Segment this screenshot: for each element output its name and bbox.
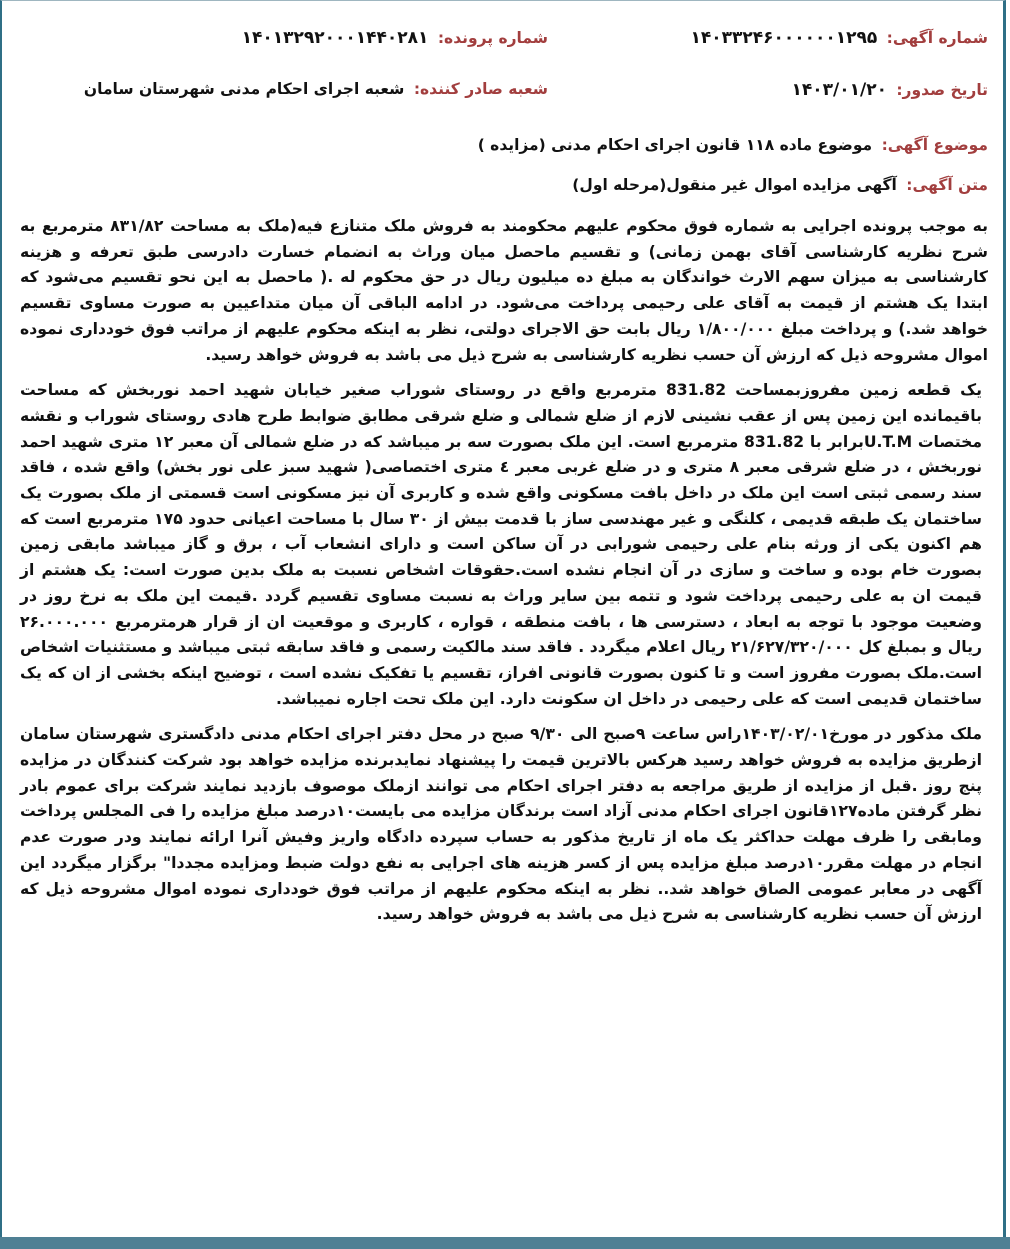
- ad-number: [690, 28, 988, 48]
- issue-date-value: ۱۴۰۳/۰۱/۲۰: [791, 80, 887, 100]
- header-row-1: [20, 28, 988, 80]
- subject-row: [20, 136, 988, 176]
- body-paragraph-1: به موجب پرونده اجرایی به شماره فوق محکوم علیهم محکومند به فروش ملک متنازع فیه(ملک به مساحت ۸۳۱/۸۲ مترمربع به شرح نظریه کارشناسی آقای بهمن زمانی) و تقسیم ماحصل میان وراث به انضمام خسارت دادرسی طبق تعرفه و هزینه کارشناسی به میزان سهم الارث خواندگان به مبلغ ده میلیون ریال در حق محکوم له .( ماحصل به این نحو تقسیم می‌شود که ابتدا یک هشتم از قیمت به آقای علی رحیمی پرداخت می‌شود. در ادامه الباقی آن میان متداعیین به صورت مساوی تقسیم خواهد شد.) و پرداخت مبلغ ۱/۸۰۰/۰۰۰ ریال بابت حق الاجرای دولتی، نظر به اینکه محکوم علیهم از مراتب فوق خودداری نموده اموال مشروحه ذیل که ارزش آن حسب نظریه کارشناسی به شرح ذیل می باشد به فروش خواهد رسید.: [20, 217, 988, 364]
- bottom-border-bar: [0, 1237, 1010, 1249]
- notice-content: [20, 28, 988, 938]
- subject-value: موضوع ماده ۱۱۸ قانون اجرای احکام مدنی (مزایده ): [477, 136, 873, 154]
- text-value: آگهی مزایده اموال غیر منقول(مرحله اول): [572, 176, 897, 194]
- issuing-branch: [84, 80, 548, 98]
- body-paragraph-3: ملک مذکور در مورخ۱۴۰۳/۰۲/۰۱راس ساعت ۹صبح الی ۹/۳۰ صبح در محل دفتر اجرای احکام مدنی دادگستری شهرستان سامان ازطریق مزایده به فروش خواهد رسید هرکس بالاترین قیمت را پیشنهاد نمایدبرنده مزایده خواهد بود شرکت کنندگان در مزایده پنج روز .قبل از مزایده از طریق مراجعه به دفتر اجرای احکام می توانند ازملک موصوف بازدید نمایند شرکت برای عموم بادر نظر گرفتن ماده۱۲۷قانون اجرای احکام مدنی آزاد است برندگان مزایده می بایست۱۰درصد مبلغ مزایده را فی المجلس پرداخت ومابقی را ظرف مهلت حداکثر یک ماه از تاریخ مذکور به حساب سپرده دادگاه واریز وفیش آنرا ارائه نمایند ودر صورت عدم انجام در مهلت مقرر۱۰درصد مبلغ مزایده پس از کسر هزینه های اجرایی به نفع دولت ضبط ومزایده مجددا" برگزار میگردد این آگهی در معابر عمومی الصاق خواهد شد.. نظر به اینکه محکوم علیهم از مراتب فوق خودداری نموده اموال مشروحه ذیل که ارزش آن حسب نظریه کارشناسی به شرح ذیل می باشد به فروش خواهد رسید.: [20, 725, 983, 924]
- body-paragraph-2: یک قطعه زمین مفروزبمساحت 831.82 مترمربع واقع در روستای شوراب صغیر خیابان شهید احمد نوربخش که مساحت باقیمانده این زمین پس از عقب نشینی لازم از ضلع شمالی و ضلع شرقی مطابق ضوابط طرح هادی روستای شوراب و نقشه مختصات U.T.Mبرابر با 831.82 مترمربع است. این ملک بصورت سه بر میباشد که در ضلع شمالی آن معبر ۱۲ متری شهید احمد نوربخش ، در ضلع شرقی معبر ۸ متری و در ضلع غربی معبر ٤ متری اختصاصی( شهید سبز علی نور بخش) واقع شده ، فاقد سند رسمی ثبتی است این ملک در داخل بافت مسکونی واقع شده و کاربری آن نیز مسکونی است قسمتی از ملک بصورت یک ساختمان یک طبقه قدیمی ، کلنگی و غیر مهندسی ساز با قدمت بیش از ۳۰ سال با مساحت اعیانی حدود ۱۷۵ مترمربع است که هم اکنون یکی از ورثه بنام علی رحیمی شورابی در آن ساکن است و دارای انشعاب آب ، برق و گاز میباشد مابقی زمین بصورت خام بوده و ساخت و سازی در آن انجام نشده است.حقوقات اشخاص نسبت به ملک بدین صورت است: یک هشتم از قیمت ان به علی رحیمی پرداخت شود و تتمه بین سایر وراث به نسبت مساوی تقسیم گردد .قیمت این ملک به نرخ روز در وضعیت موجود با توجه به ابعاد ، دسترسی ها ، بافت منطقه ، قواره ، کاربری و موقعیت ان از قرار هرمترمربع ۲۶.۰۰۰.۰۰۰ ریال و بمبلغ کل ۲۱/۶۲۷/۳۲۰/۰۰۰ ریال اعلام میگردد . فاقد سند مالکیت رسمی و فاقد سابقه ثبتی میباشد و مستثنیات اشخاص است.ملک بصورت مفروز است و تا کنون بصورت قانونی افراز، تقسیم یا تفکیک نشده است ، توضیح اینکه بخشی از ان که یک ساختمان قدیمی است که علی رحیمی در داخل ان سکونت دارد. این ملک تحت اجاره نمیباشد.: [20, 381, 982, 708]
- ad-number-label: شماره آگهی:: [886, 29, 988, 47]
- case-number-value: ۱۴۰۱۳۲۹۲۰۰۰۱۴۴۰۲۸۱: [241, 28, 429, 48]
- case-number-label: شماره پرونده:: [437, 29, 548, 47]
- issuing-branch-label: شعبه صادر کننده:: [413, 80, 548, 98]
- case-number: [242, 28, 548, 48]
- header-row-2: [20, 80, 988, 132]
- text-label: متن آگهی:: [906, 176, 988, 194]
- issue-date: [792, 80, 988, 100]
- issuing-branch-value: شعبه اجرای احکام مدنی شهرستان سامان: [83, 80, 405, 98]
- issue-date-label: تاریخ صدور:: [896, 81, 988, 99]
- ad-number-value: ۱۴۰۳۳۲۴۶۰۰۰۰۰۰۱۲۹۵: [690, 28, 878, 48]
- subject-label: موضوع آگهی:: [881, 136, 988, 154]
- text-title-row: [20, 176, 988, 214]
